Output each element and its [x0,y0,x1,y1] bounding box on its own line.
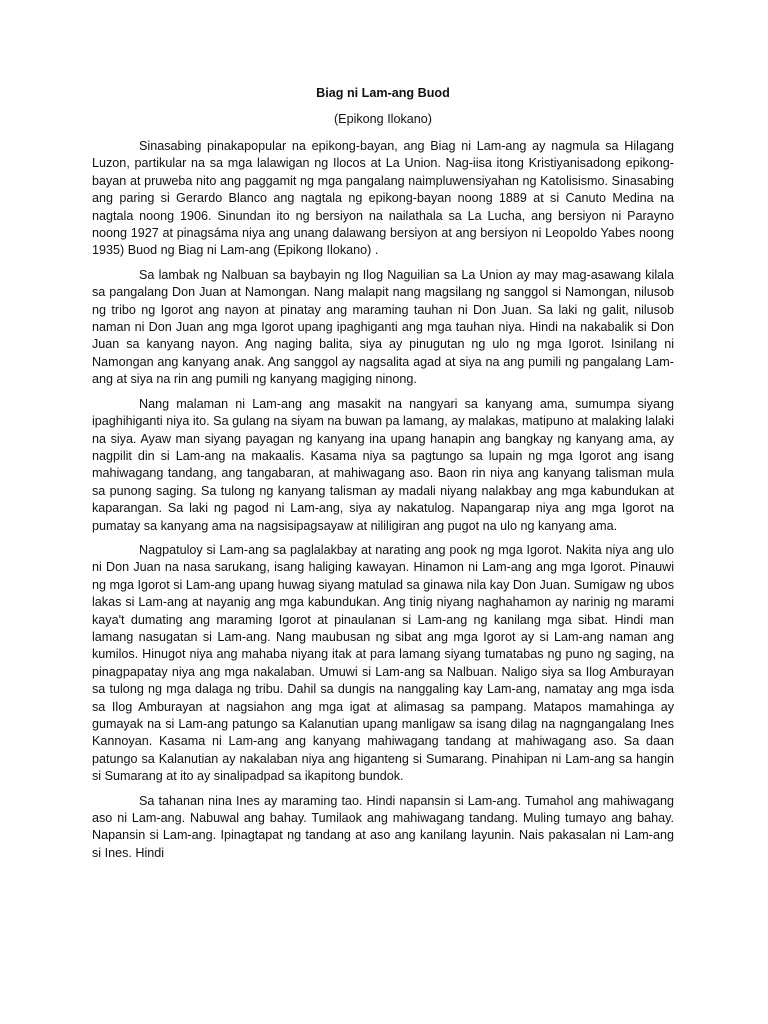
document-subtitle: (Epikong Ilokano) [333,112,432,126]
paragraph-battle: Nagpatuloy si Lam-ang sa paglalakbay at narating ang pook ng mga Igorot. Nakita niya ang ulo ni Don Juan na nasa sarukang, isang haliging kawayan. Hinamon ni Lam-ang ang mga Igorot. Pinauwi ng mga Igorot si Lam-ang upang huwag siyang matulad sa ginawa nila kay Don Juan. Sumigaw ng ubos lakas si Lam-ang at nayanig ang mga kabundukan. Ang tinig niyang naghahamon ay narinig ng marami kaya't dumating ang maraming Igorot at pinaulanan si Lam-ang ng kanilang mga sibat. Hindi man lamang nasugatan si Lam-ang. Nang maubusan ng sibat ang mga Igorot ay si Lam-ang naman ang kumilos. Hinugot niya ang mahaba niyang itak at para lamang siyang tumatabas ng puno ng saging, na pinagpapatay niya ang mga nakalaban. Umuwi si Lam-ang sa Nalbuan. Naligo siya sa Ilog Amburayan sa tulong ng mga dalaga ng tribu. Dahil sa dungis na nanggaling kay Lam-ang, namatay ang mga isda sa Ilog Amburayan at nagsiahon ang mga igat at alimasag sa pampang. Matapos mamahinga ay gumayak na si Lam-ang patungo sa Kalanutian upang manligaw sa isang dilag na nagngangalang Ines Kannoyan. Kasama ni Lam-ang ang kanyang mahiwagang tandang at mahiwagang aso. Sa daan patungo sa Kalanutian ay nakalaban niya ang higanteng si Sumarang. Pinahipan ni Lam-ang sa hangin si Sumarang at ito ay sinalipadpad sa ikapitong bundok. [92,542,674,784]
paragraph-birth: Sa lambak ng Nalbuan sa baybayin ng Ilog Naguilian sa La Union ay may mag-asawang kilala sa pangalang Don Juan at Namongan. Nang malapit nang magsilang ng sanggol si Namongan, nilusob ng tribo ng Igorot ang nayon at pinatay ang maraming tauhan ni Don Juan. Sa laki ng galit, nilusob naman ni Don Juan ang mga Igorot upang ipaghiganti ang mga tauhan niya. Hindi na nakabalik si Don Juan sa kanyang nayon. Ang naging balita, siya ay pinugutan ng ulo ng mga Igorot. Isinilang ni Namongan ang kanyang anak. Ang sanggol ay nagsalita agad at siya na ang pumili ng pangalang Lam-ang at siya na rin ang pumili ng kanyang magiging ninong. [92,267,674,387]
paragraph-journey: Nang malaman ni Lam-ang ang masakit na nangyari sa kanyang ama, sumumpa siyang ipaghihiganti niya ito. Sa gulang na siyam na buwan pa lamang, ay malakas, matipuno at malaking lalaki na siya. Ayaw man siyang payagan ng kanyang ina upang hanapin ang bangkay ng kanyang ama, ay nagpilit din si Lam-ang na makaalis. Kasama niya sa pagtungo sa lupain ng mga Igorot ang isang mahiwagang tandang, ang tangabaran, at mahiwagang aso. Baon rin niya ang kanyang talisman mula sa punong saging. Sa tulong ng kanyang talisman ay madali niyang nalakbay ang mga kabundukan at kaparangan. Sa laki ng pagod ni Lam-ang, siya ay nakatulog. Napangarap niya ang mga Igorot na pumatay sa kanyang ama na nagsisipagsayaw at nililigiran ang pugot na ulo ng kanyang ama. [92,396,674,533]
document-title: Biag ni Lam-ang Buod [316,86,450,100]
document-page [92,84,674,869]
paragraph-introduction: Sinasabing pinakapopular na epikong-bayan, ang Biag ni Lam-ang ay nagmula sa Hilagang Luzon, partikular na sa mga lalawigan ng Ilocos at La Union. Nag-iisa itong Kristiyanisadong epikong-bayan at pruweba nito ang paggamit ng mga pangalang naimpluwensiyahan ng Katolisismo. Sinasabing ang paring si Gerardo Blanco ang nagtala ng epikong-bayan noong 1889 at si Canuto Medina na nagtala noong 1906. Sinundan ito ng bersiyon na nailathala sa La Lucha, ang bersiyon ni Parayno noong 1927 at pinagsáma niya ang unang dalawang bersiyon at ang bersiyon ni Leopoldo Yabes noong 1935) Buod ng Biag ni Lam-ang (Epikong Ilokano) . [92,139,674,258]
paragraph-courtship: Sa tahanan nina Ines ay maraming tao. Hindi napansin si Lam-ang. Tumahol ang mahiwagang aso ni Lam-ang. Nabuwal ang bahay. Tumilaok ang mahiwagang tandang. Muling tumayo ang bahay. Napansin si Lam-ang. Ipinagtapat ng tandang at aso ang kanilang layunin. Nais pakasalan ni Lam-ang si Ines. Hindi [92,793,674,860]
